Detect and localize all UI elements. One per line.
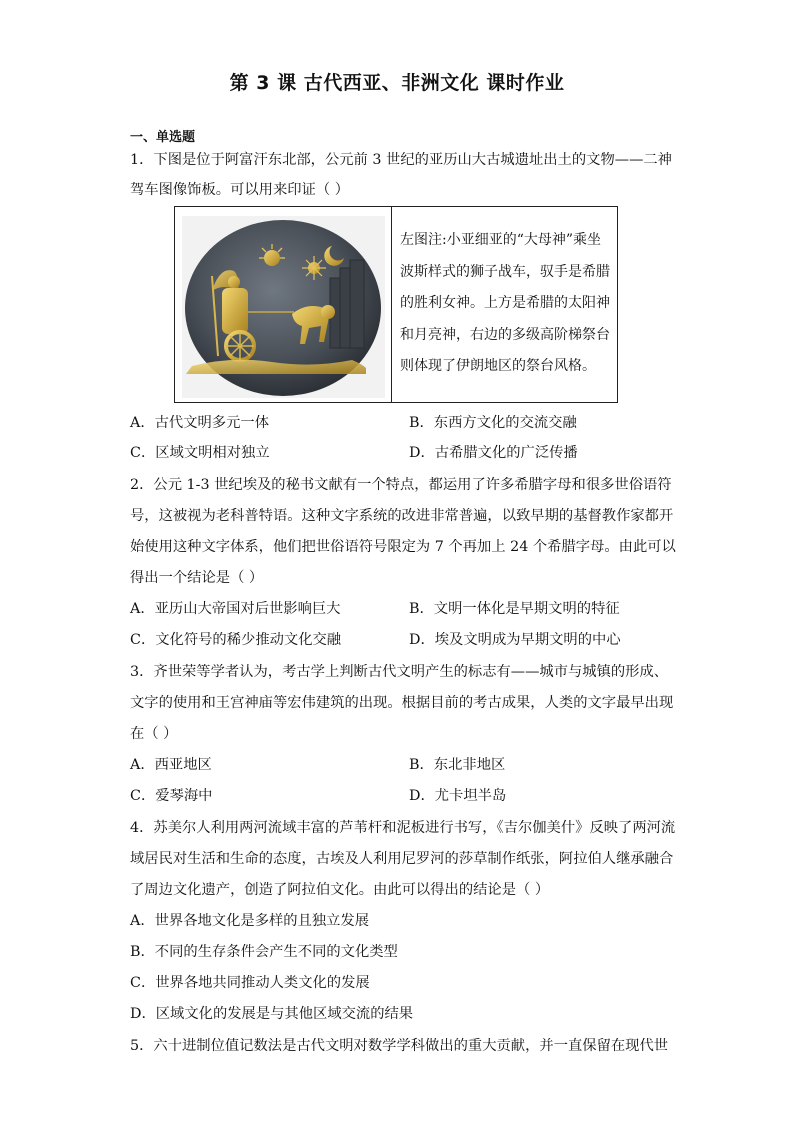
question-3-line-2: 文字的使用和王宫神庙等宏伟建筑的出现。根据目前的考古成果，人类的文字最早出现: [130, 695, 674, 711]
question-2-line-3: 始使用这种文字体系，他们把世俗语符号限定为 7 个再加上 24 个希腊字母。由此可以: [130, 539, 676, 555]
artifact-plaque-image: [182, 216, 385, 398]
q2-option-d[interactable]: D．埃及文明成为早期文明的中心: [409, 632, 621, 648]
question-5-line-1: 5．六十进制位值记数法是古代文明对数学学科做出的重大贡献，并一直保留在现代世: [130, 1038, 669, 1054]
figure-table: [174, 206, 618, 403]
q3-option-d[interactable]: D．尤卡坦半岛: [409, 788, 507, 804]
q4-option-c[interactable]: C．世界各地共同推动人类文化的发展: [130, 975, 370, 991]
q4-option-b[interactable]: B．不同的生存条件会产生不同的文化类型: [130, 944, 398, 960]
page-title: 第 3 课 古代西亚、非洲文化 课时作业: [229, 72, 565, 94]
question-4-line-2: 域居民对生活和生命的态度，古埃及人利用尼罗河的莎草制作纸张，阿拉伯人继承融合: [130, 851, 674, 867]
figure-image-cell: [175, 207, 392, 402]
question-1-line-2: 驾车图像饰板。可以用来印证（ ）: [130, 182, 349, 198]
q1-option-c[interactable]: C．区域文明相对独立: [130, 445, 270, 461]
question-1-line-1: 1．下图是位于阿富汗东北部，公元前 3 世纪的亚历山大古城遗址出土的文物——二神: [130, 152, 672, 168]
section-heading: 一、单选题: [130, 130, 196, 145]
q4-option-a[interactable]: A．世界各地文化是多样的且独立发展: [130, 913, 370, 929]
question-2-line-2: 号，这被视为老科普特语。这种文字系统的改进非常普遍，以致早期的基督教作家都开: [130, 508, 674, 524]
question-3-line-3: 在（ ）: [130, 726, 178, 742]
figure-caption: 左图注:小亚细亚的“大母神”乘坐波斯样式的狮子战车，驭手是希腊的胜利女神。上方是希腊的太阳神和月亮神，右边的多级高阶梯祭台则体现了伊朗地区的祭台风格。: [400, 232, 610, 374]
q2-option-a[interactable]: A．亚历山大帝国对后世影响巨大: [130, 601, 341, 617]
question-3-line-1: 3．齐世荣等学者认为，考古学上判断古代文明产生的标志有——城市与城镇的形成、: [130, 664, 669, 680]
q1-option-a[interactable]: A．古代文明多元一体: [130, 415, 269, 431]
question-4-line-3: 了周边文化遗产，创造了阿拉伯文化。由此可以得出的结论是（ ）: [130, 882, 550, 898]
q3-option-a[interactable]: A．西亚地区: [130, 757, 212, 773]
q3-option-b[interactable]: B．东北非地区: [409, 757, 506, 773]
q2-option-b[interactable]: B．文明一体化是早期文明的特征: [409, 601, 620, 617]
q4-option-d[interactable]: D．区域文化的发展是与其他区域交流的结果: [130, 1006, 414, 1022]
question-4-line-1: 4．苏美尔人利用两河流域丰富的芦苇杆和泥板进行书写，《吉尔伽美什》反映了两河流: [130, 820, 676, 836]
q1-option-b[interactable]: B．东西方文化的交流交融: [409, 415, 577, 431]
q1-option-d[interactable]: D．古希腊文化的广泛传播: [409, 445, 578, 461]
question-2-line-1: 2．公元 1-3 世纪埃及的秘书文献有一个特点，都运用了许多希腊字母和很多世俗语符: [130, 477, 672, 493]
q2-option-c[interactable]: C．文化符号的稀少推动文化交融: [130, 632, 342, 648]
question-2-line-4: 得出一个结论是（ ）: [130, 570, 264, 586]
q3-option-c[interactable]: C．爱琴海中: [130, 788, 213, 804]
